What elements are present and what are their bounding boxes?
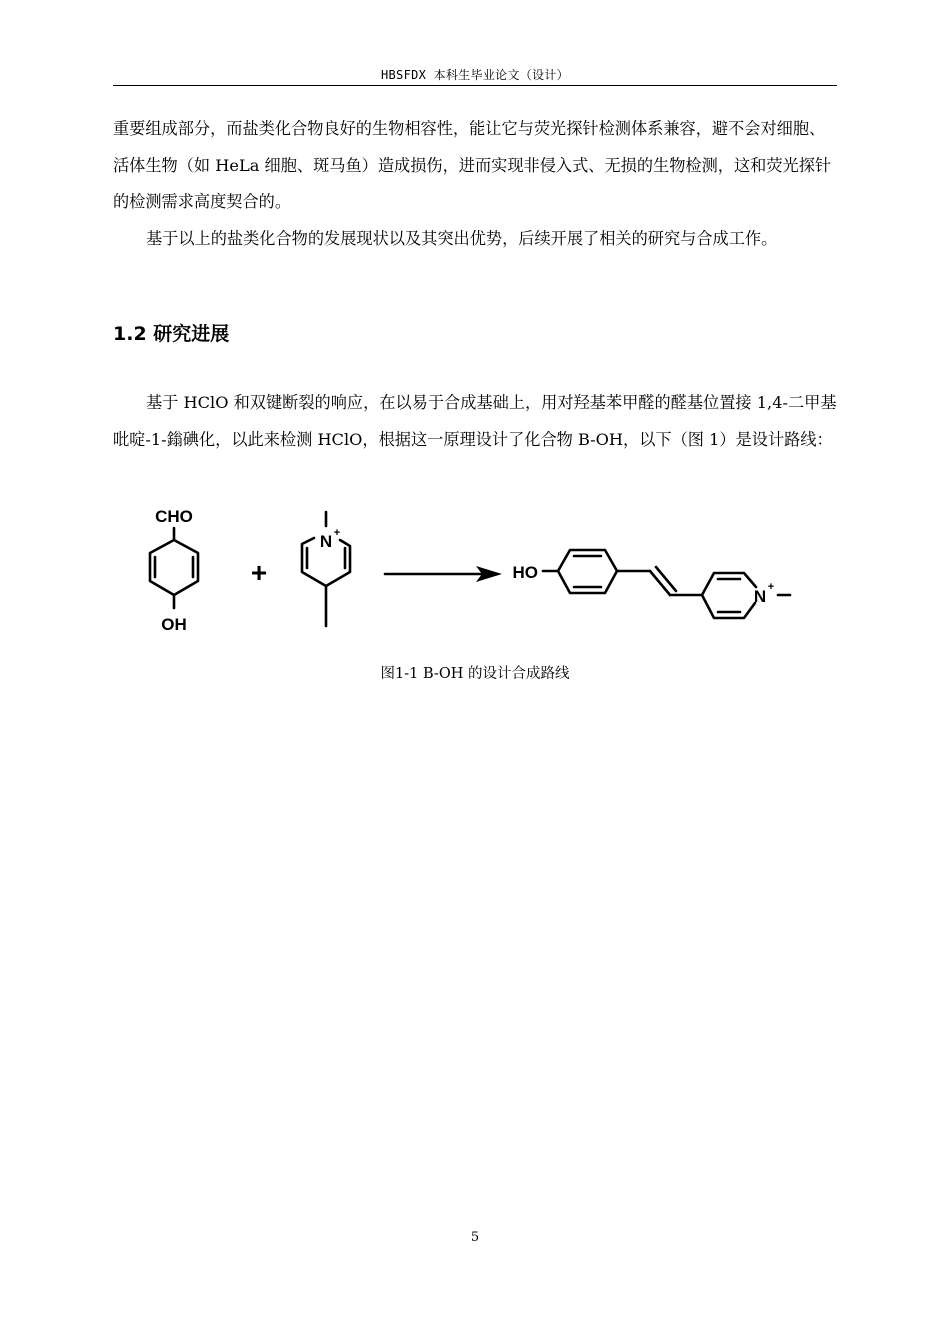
pyridinium-charge: + (333, 527, 341, 539)
synthesis-scheme (110, 500, 830, 650)
product-charge: + (767, 581, 775, 593)
figure-caption: 图1-1 B-OH 的设计合成路线 (380, 666, 570, 682)
pyridinium-n-label: N (319, 532, 333, 551)
pyridinium-ring (302, 512, 350, 626)
header-rule (113, 85, 837, 86)
benzaldehyde-ring (150, 528, 198, 608)
page-header: HBSFDX 本科生毕业论文（设计） (381, 68, 569, 82)
page-number: 5 (470, 1230, 480, 1245)
cho-label: CHO (155, 507, 193, 526)
ho-label: HO (512, 563, 538, 582)
product-n-label: N (753, 587, 767, 606)
plus-sign: + (250, 557, 268, 588)
paragraph-2: 基于以上的盐类化合物的发展现状以及其突出优势，后续开展了相关的研究与合成工作。 (146, 229, 778, 248)
product-structure (543, 550, 790, 618)
section-paragraph: 基于 HClO 和双键断裂的响应，在以易于合成基础上，用对羟基苯甲醛的醛基位置接 1,4-二甲基吡啶-1-鎓碘化，以此来检测 HClO，根据这一原理设计了化合物 B-OH，以下（图 1）是设计路线： (113, 393, 837, 449)
paragraph-1: 重要组成部分，而盐类化合物良好的生物相容性，能让它与荧光探针检测体系兼容，避不会对细胞、活体生物（如 HeLa 细胞、斑马鱼）造成损伤，进而实现非侵入式、无损的生物检测，这和荧光探针的检测需求高度契合的。 (113, 119, 832, 212)
section-heading: 1.2 研究进展 (113, 323, 230, 345)
oh-label: OH (161, 615, 187, 634)
